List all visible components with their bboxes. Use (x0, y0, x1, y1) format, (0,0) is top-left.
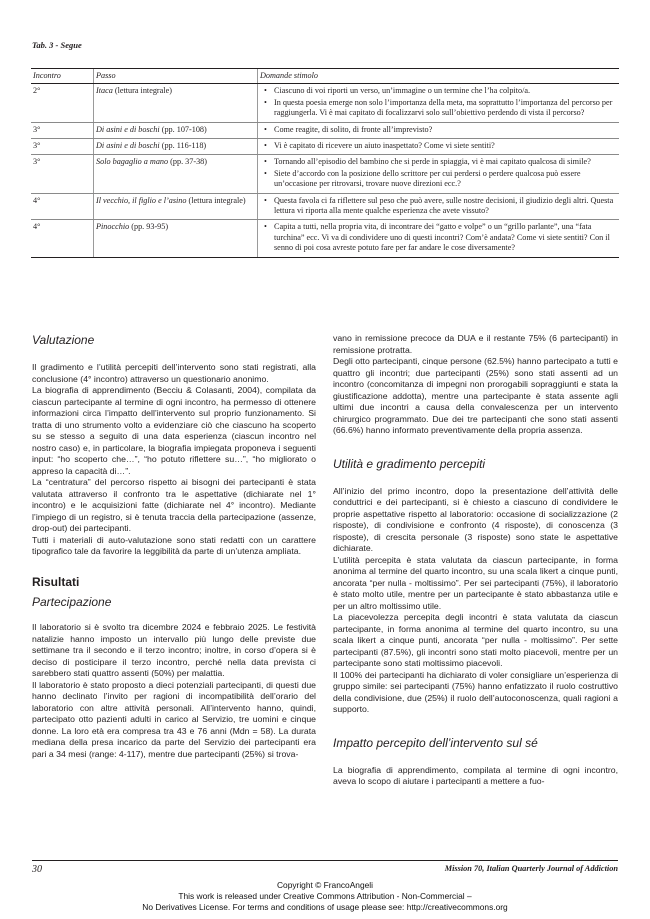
passo-detail: (lettura integrale) (186, 195, 246, 205)
incontro-cell: 4° (31, 220, 94, 257)
domande-cell (258, 220, 620, 257)
passo-cell (94, 155, 258, 193)
license-line: No Derivatives License. For terms and conditions of usage please see: http://creativecommons.org (142, 901, 508, 912)
license-notice (0, 880, 650, 912)
footer-divider (32, 860, 618, 861)
incontro-cell: 4° (31, 193, 94, 220)
page-number: 30 (32, 864, 42, 875)
left-column (32, 333, 316, 760)
copyright-line: Copyright © FrancoAngeli (276, 880, 373, 890)
passo-detail: (pp. 107-108) (159, 124, 207, 134)
table-row (31, 155, 619, 193)
passo-cell (94, 139, 258, 155)
paragraph: Tutti i materiali di auto-valutazione sono stati redatti con un carattere tipografico tale da favorire la leggibilità da parte di un’utenza ampliata. (32, 534, 316, 556)
domande-cell (258, 155, 620, 193)
passo-detail: (lettura integrale) (112, 86, 172, 96)
paragraph: Il laboratorio è stato proposto a dieci potenziali partecipanti, di questi due hanno declinato l’invito per ragioni di incompatibilità dell’orario del laboratorio con altre attività personali. All’intervento hanno, quindi, partecipato otto pazienti adulti in carico al Servizio, tre uomini e cinque donne. La loro età era compresa tra 43 e 76 anni (Mdn = 58). La durata mediana della presa incarico da parte del Servizio dei partecipanti era pari a 34 mesi (range: 4-117), mentre due partecipanti (25%) si trova- (32, 679, 316, 759)
passo-title: Di asini e di boschi (96, 124, 160, 134)
question-item: • Capita a tutti, nella propria vita, di incontrare dei “gatto e volpe” o un “grillo parlante”, una “fata turchina” ecc. Vi va di condividere uno di questi incontri? Com’è andata? Come vi siete sentiti? Con il senno di poi cosa avreste potuto fare per far andare le cose diversamente? (274, 222, 616, 253)
passo-detail: (pp. 93-95) (129, 222, 169, 232)
domande-cell (258, 193, 620, 220)
paragraph: Il 100% dei partecipanti ha dichiarato di voler consigliare un’esperienza di gruppo simile: sei partecipanti (75%) hanno enfatizzato il ruolo costruttivo della condivisione, due (25%) il ruolo dell’autoconoscenza, quali ragioni a supporto. (333, 669, 618, 714)
paragraph: La “centratura” del percorso rispetto ai bisogni dei partecipanti è stata valutata attraverso il confronto tra le aspettative (dichiarate nel 1° incontro) e le acquisizioni fatte (dichiarate nel 4° incontro). Mediante l’impiego di un registro, si è tenuta traccia della partecipazione (assenze, drop-out) dei partecipanti. (32, 477, 316, 533)
table-caption: Tab. 3 - Segue (32, 40, 82, 50)
paragraph: All’inizio del primo incontro, dopo la presentazione dell’attività delle conduttrici e dei partecipanti, si è chiesto a ciascuno di condividere le proprie aspettative rispetto al laboratorio: occasione di socializzazione (2 risposte), di condivisione e confronto (4 risposte), di conoscenza (3 risposte), di crescita personale (3 risposte) sono state le aspettative dichiarate. (333, 485, 618, 553)
passo-cell (94, 122, 258, 138)
table-header-incontro: Incontro (31, 69, 94, 84)
passo-cell (94, 84, 258, 122)
paragraph: Degli otto partecipanti, cinque persone (62.5%) hanno partecipato a tutti e quattro gli incontri; due partecipanti (25%) sono stati assenti ad un incontro (concomitanza di impegni non prorogabili sopraggiunti e stata la giustificazione addotta), mentre una partecipante è stata assente agli ultimi due incontri a causa della convalescenza per un intervento chirurgico programmato. Due dei tre partecipanti che sono stati assenti (66.6%) hanno informato preventivamente della propria assenza. (333, 356, 618, 435)
question-item: • Siete d’accordo con la posizione dello scrittore per cui perdersi o perdere qualcosa può essere un’occasione per ritrovarsi, trovare nuove direzioni ecc.? (274, 169, 616, 190)
passo-detail: (pp. 116-118) (159, 141, 207, 151)
table-row (31, 122, 619, 138)
table-row (31, 220, 619, 257)
passo-title: Di asini e di boschi (96, 141, 160, 151)
paragraph: Il laboratorio si è svolto tra dicembre 2024 e febbraio 2025. Le festività natalizie hanno imposto un intervallo più lungo delle previste due settimane tra il secondo e il terzo incontro; inoltre, in corso d’opera si è deciso di posticipare il terzo incontro, perché nella data prevista ci sarebbero stati quattro assenti (50%) per malattia. (32, 622, 316, 678)
license-line: This work is released under Creative Commons Attribution - Non-Commercial – (178, 890, 472, 901)
incontro-cell: 3° (31, 139, 94, 155)
incontro-cell: 3° (31, 155, 94, 193)
question-item: • Vi è capitato di ricevere un aiuto inaspettato? Come vi siete sentiti? (274, 141, 616, 151)
passo-detail: (pp. 37-38) (168, 157, 207, 167)
right-column (333, 333, 618, 788)
stimuli-table (31, 68, 619, 258)
paragraph: L’utilità percepita è stata valutata da ciascun partecipante, in forma anonima al termine del quarto incontro, su una scala likert a cinque punti, ancorata “per nulla - moltissimo”. Per sei partecipanti (75%), il laboratorio è stato molto utile, mentre per un partecipante è stato abbastanza utile e per un altro moltissimo utile. (333, 554, 618, 611)
question-item: • Come reagite, di solito, di fronte all’imprevisto? (274, 125, 616, 135)
paragraph: Il gradimento e l’utilità percepiti dell’intervento sono stati registrati, alla conclusione (4° incontro) attraverso un questionario anonimo. (32, 362, 316, 384)
paragraph: La biografia di apprendimento, compilata al termine di ogni incontro, aveva lo scopo di aiutare i partecipanti a mettere a fuo- (333, 764, 618, 786)
table-row (31, 139, 619, 155)
question-item: • Tornando all’episodio del bambino che si perde in spiaggia, vi è mai capitato qualcosa di simile? (274, 157, 616, 167)
question-item: • Ciascuno di voi riporti un verso, un’immagine o un termine che l’ha colpito/a. (274, 86, 616, 96)
domande-cell (258, 139, 620, 155)
table-header-domande: Domande stimolo (258, 69, 620, 84)
heading-risultati: Risultati (32, 574, 80, 589)
paragraph: La piacevolezza percepita degli incontri è stata valutata da ciascun partecipante, in forma anonima al termine del quarto incontro, su una scala likert a cinque punti, ancorata “per nulla - moltissimo”. Per sette partecipanti (87.5%), gli incontri sono stati molto piacevoli, mentre per un partecipante sono stati moltissimo piacevoli. (333, 612, 618, 668)
journal-title: Mission 70, Italian Quarterly Journal of Addiction (444, 864, 618, 873)
heading-utilita: Utilità e gradimento percepiti (333, 456, 486, 471)
passo-title: Solo bagaglio a mano (96, 157, 169, 167)
domande-cell (258, 84, 620, 122)
table-header-passo: Passo (94, 69, 258, 84)
passo-title: Itaca (96, 86, 113, 96)
table-row (31, 84, 619, 122)
table-row (31, 193, 619, 220)
passo-title: Pinocchio (96, 222, 130, 232)
question-item: • In questa poesia emerge non solo l’importanza della meta, ma soprattutto l’importanza del percorso per raggiungerla. Vi è mai capitato di focalizzarvi solo sull’obiettivo perdendo di vista il percorso? (274, 98, 616, 119)
passo-cell (94, 220, 258, 257)
passo-title: Il vecchio, il figlio e l’asino (96, 195, 187, 205)
heading-partecipazione: Partecipazione (32, 595, 112, 609)
heading-valutazione: Valutazione (32, 333, 95, 347)
question-item: • Questa favola ci fa riflettere sul peso che può avere, sulle nostre decisioni, il giudizio degli altri. Questa lettura vi riporta alla mente qualche esperienza che avete vissuto? (274, 196, 616, 217)
incontro-cell: 3° (31, 122, 94, 138)
heading-impatto: Impatto percepito dell’intervento sul sé (333, 735, 538, 750)
paragraph: La biografia di apprendimento (Becciu & Colasanti, 2004), compilata da ciascun partecipante al termine di ogni incontro, ha permesso di ottenere informazioni circa l’impatto dell’intervento sul proprio funzionamento. Si tratta di uno strumento volto a evidenziare ciò che ciascuno ha scoperto su se stesso a seguito di una data esperienza (ciascun incontro nel nostro caso) e, in particolare, la biografia impiegata proponeva i seguenti input: “ho scoperto che…”, “ho potuto riflettere su…”, “ho migliorato o appreso la capacità di…”. (32, 385, 316, 476)
passo-cell (94, 193, 258, 220)
domande-cell (258, 122, 620, 138)
paragraph: vano in remissione precoce da DUA e il restante 75% (6 partecipanti) in remissione protratta. (333, 333, 618, 355)
incontro-cell: 2° (31, 84, 94, 122)
